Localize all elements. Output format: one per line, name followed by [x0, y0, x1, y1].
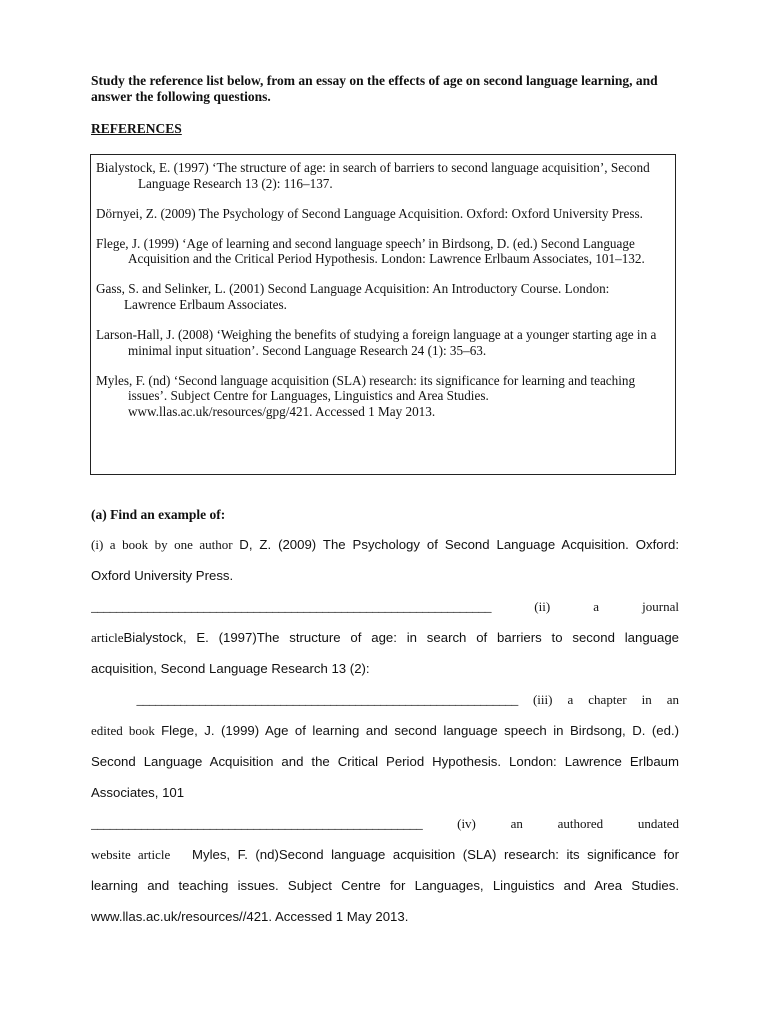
reference-line: Language Research 13 (2): 116–137. [138, 175, 333, 191]
answer-text: www.llas.ac.uk/resources//421. Accessed 1 May 2013. [91, 909, 409, 924]
answer-area[interactable] [91, 529, 679, 932]
answer-text: Bialystock, E. (1997)The structure of age: in search of barriers to second language [123, 630, 679, 645]
answer-text: Oxford University Press. [91, 568, 234, 583]
answer-line [91, 839, 679, 870]
answer-text: Associates, 101 [91, 785, 185, 800]
question-label: (i) a book by one author [91, 537, 233, 552]
answer-line [91, 653, 679, 684]
answer-line [91, 622, 679, 653]
reference-line: Lawrence Erlbaum Associates. [124, 297, 287, 313]
answer-line [91, 870, 679, 901]
question-label: edited book [91, 723, 155, 738]
reference-line: Dörnyei, Z. (2009) The Psychology of Second Language Acquisition. Oxford: Oxford University Press. [96, 205, 643, 221]
answer-line [91, 808, 679, 839]
reference-line: Bialystock, E. (1997) ‘The structure of age: in search of barriers to second language acquisition’, Second [96, 160, 650, 175]
reference-myles [96, 373, 671, 420]
blank-line: _____________________________________________________ [91, 816, 423, 831]
answer-text: Second Language Acquisition and the Critical Period Hypothesis. London: Lawrence Erlbaum [91, 754, 679, 769]
answer-line [91, 560, 679, 591]
reference-line: issues’. Subject Centre for Languages, Linguistics and Area Studies. [128, 388, 489, 404]
question-label: website article [91, 847, 171, 862]
reference-line: Gass, S. and Selinker, L. (2001) Second Language Acquisition: An Introductory Course. London: [96, 281, 610, 297]
references-heading: REFERENCES [91, 121, 182, 136]
answer-text: D, Z. (2009) The Psychology of Second Language Acquisition. Oxford: [239, 537, 679, 552]
reference-line: Acquisition and the Critical Period Hypothesis. London: Lawrence Erlbaum Associates, 101–132. [128, 251, 645, 267]
blank-line: ________________________________________________________________ [91, 599, 491, 614]
answer-text: acquisition, Second Language Research 13 (2): [91, 661, 370, 676]
answer-text: Myles, F. (nd)Second language acquisition (SLA) research: its significance for [192, 847, 679, 862]
references-box [90, 154, 676, 475]
reference-dornyei [96, 206, 671, 222]
question-label: (ii) a journal [534, 599, 679, 614]
reference-bialystock [96, 160, 671, 191]
reference-line: Larson-Hall, J. (2008) ‘Weighing the benefits of studying a foreign language at a younger starting age in a [96, 327, 657, 343]
answer-line [91, 591, 679, 622]
blank-line: _____________________________________________________________ [136, 692, 518, 707]
questions-heading: (a) Find an example of: [91, 507, 226, 522]
answer-line [91, 715, 679, 746]
answer-line [91, 746, 679, 777]
reference-line: Myles, F. (nd) ‘Second language acquisition (SLA) research: its significance for learning and teaching [96, 372, 636, 388]
answer-text: Flege, J. (1999) Age of learning and second language speech in Birdsong, D. (ed.) [161, 723, 679, 738]
reference-larson-hall [96, 327, 671, 358]
answer-line [91, 529, 679, 560]
question-label: article [91, 630, 124, 645]
reference-flege [96, 236, 671, 267]
questions-section [91, 507, 679, 932]
reference-line: www.llas.ac.uk/resources/gpg/421. Accessed 1 May 2013. [128, 404, 436, 420]
reference-gass-selinker [96, 281, 671, 312]
answer-line [91, 777, 679, 808]
answer-text: learning and teaching issues. Subject Centre for Languages, Linguistics and Area Studies. [91, 878, 679, 893]
answer-line [91, 901, 679, 932]
answer-line [91, 684, 679, 715]
instructions: Study the reference list below, from an essay on the effects of age on second language learning, and answer the following questions. [91, 73, 658, 104]
question-label: (iii) a chapter in an [532, 692, 679, 707]
reference-line: Flege, J. (1999) ‘Age of learning and second language speech’ in Birdsong, D. (ed.) Second Language [96, 235, 635, 251]
reference-line: minimal input situation’. Second Language Research 24 (1): 35–63. [128, 342, 487, 358]
question-label: (iv) an authored undated [457, 816, 679, 831]
